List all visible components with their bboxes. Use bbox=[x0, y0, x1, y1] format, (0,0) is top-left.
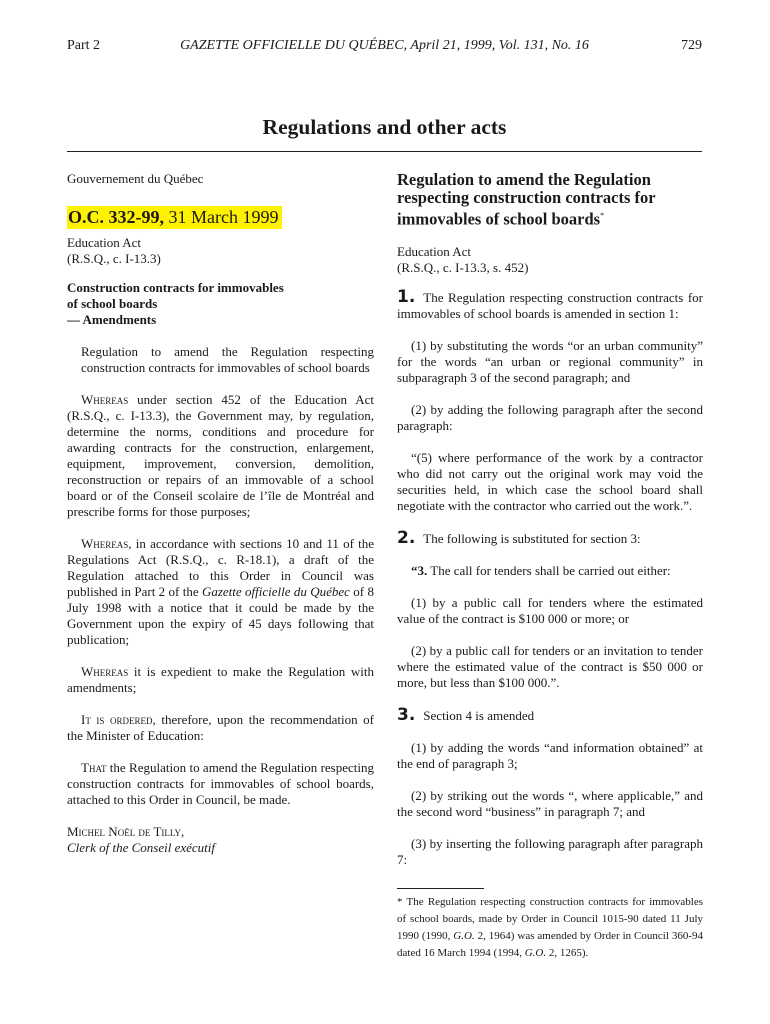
whereas-lead: Whereas bbox=[81, 392, 129, 407]
act-reference-right bbox=[397, 244, 703, 276]
article-2-paragraph-1: (1) by a public call for tenders where the estimated value of the contract is $100 000 or more; or bbox=[397, 594, 703, 626]
quoted-section-text: The call for tenders shall be carried out either: bbox=[427, 562, 671, 578]
article-3 bbox=[397, 704, 703, 725]
page-header bbox=[67, 38, 702, 58]
ordered-paragraph bbox=[67, 712, 374, 744]
that-text: the Regulation to amend the Regulation respecting construction contracts for immovables of school boards, attached to this Order in Council, be made. bbox=[67, 760, 374, 807]
regulation-title-text: Regulation to amend the Regulation respecting construction contracts for immovables of school boards bbox=[397, 170, 656, 229]
act-name: Education Act bbox=[397, 243, 472, 259]
article-1-quoted-paragraph: “(5) where performance of the work by a contractor who did not carry out the original work may void the securities held, in which case the school board shall negotiate with the contractor who carried out the work.”. bbox=[397, 449, 703, 513]
subject-line-1: Construction contracts for immovables bbox=[67, 280, 284, 295]
footnote-text: The Regulation respecting construction contracts for immovables of school boards, made by Order in Council 1015-90 dated 11 July 1990 (1990, bbox=[397, 896, 703, 942]
signature-block bbox=[67, 824, 374, 856]
whereas-paragraph-2 bbox=[67, 536, 374, 648]
article-2-paragraph-2: (2) by a public call for tenders or an invitation to tender where the estimated value of the contract is $50 000 or more, but less than $100 000.”. bbox=[397, 642, 703, 690]
footnote-mark: * bbox=[397, 896, 403, 908]
oc-date: 31 March 1999 bbox=[164, 207, 279, 227]
whereas-text: it is expedient to make the Regulation with amendments; bbox=[67, 664, 374, 695]
act-reference bbox=[67, 235, 374, 267]
whereas-lead: Whereas bbox=[81, 536, 129, 551]
whereas-text-end: of 8 July 1998 with a notice that it could be made by the Government upon the expiry of 45 days following that publication; bbox=[67, 584, 374, 647]
footnote bbox=[397, 894, 703, 962]
article-2 bbox=[397, 527, 703, 548]
article-text: The Regulation respecting construction contracts for immovables of school boards is amended in section 1: bbox=[397, 289, 703, 321]
article-1-paragraph-2: (2) by adding the following paragraph after the second paragraph: bbox=[397, 401, 703, 433]
article-3-paragraph-3: (3) by inserting the following paragraph after paragraph 7: bbox=[397, 835, 703, 867]
that-lead: That bbox=[81, 760, 107, 775]
whereas-paragraph-1 bbox=[67, 392, 374, 520]
whereas-lead: Whereas bbox=[81, 664, 129, 679]
quoted-section-number: “3. bbox=[411, 562, 428, 578]
regulation-title bbox=[397, 171, 703, 229]
section-title: Regulations and other acts bbox=[262, 115, 507, 139]
whereas-paragraph-3 bbox=[67, 664, 374, 696]
ordered-text: , therefore, upon the recommendation of the Minister of Education: bbox=[67, 712, 374, 743]
article-text: Section 4 is amended bbox=[423, 707, 535, 723]
subject-line-2: of school boards bbox=[67, 296, 158, 311]
article-number: 3. bbox=[397, 704, 416, 725]
part-label: Part 2 bbox=[67, 38, 101, 53]
right-column bbox=[397, 171, 703, 884]
article-1 bbox=[397, 286, 703, 322]
signatory-title: Clerk of the Conseil exécutif bbox=[67, 840, 216, 855]
footnote-text-3: 2, 1265). bbox=[546, 947, 589, 959]
ordered-lead: It is ordered bbox=[81, 712, 153, 727]
regulation-summary: Regulation to amend the Regulation respecting construction contracts for immovables of school boards bbox=[81, 344, 374, 375]
signatory-name: Michel Noël de Tilly, bbox=[67, 824, 185, 839]
article-1-paragraph-1: (1) by substituting the words “or an urban community” for the words “an urban or regional community” in subparagraph 3 of the second paragraph; and bbox=[397, 337, 703, 385]
footnote-reference: * bbox=[600, 211, 605, 220]
gazette-italic: Gazette officielle du Québec bbox=[201, 584, 350, 599]
title-rule bbox=[67, 151, 702, 152]
oc-number: O.C. 332-99, bbox=[68, 207, 164, 227]
whereas-text: under section 452 of the Education Act (R.S.Q., c. I-13.3), the Government may, by regulation, determine the norms, conditions and procedure for awarding contracts for the construction, enlargement, equipment, improvement, conversion, demolition, reconstruction or repairs of an immovable of a school board or of the Conseil scolaire de l’île de Montréal and prescribe forms for those purposes; bbox=[67, 392, 374, 519]
act-citation: (R.S.Q., c. I-13.3, s. 452) bbox=[397, 259, 529, 275]
government-label: Gouvernement du Québec bbox=[67, 171, 204, 186]
footnote-text-2: 2, 1964) was amended by Order in Council 360-94 dated 16 March 1994 (1994, bbox=[397, 930, 703, 959]
act-name: Education Act bbox=[67, 235, 142, 250]
article-3-paragraph-1: (1) by adding the words “and information obtained” at the end of paragraph 3; bbox=[397, 739, 703, 771]
article-number: 1. bbox=[397, 286, 416, 307]
subject-line-3: — Amendments bbox=[67, 312, 157, 327]
subject-heading bbox=[67, 280, 374, 328]
gazette-abbrev: G.O. bbox=[524, 947, 547, 959]
whereas-text: , in accordance with sections 10 and 11 of the Regulations Act (R.S.Q., c. R-18.1), a draft of the Regulation attached to this Order in Council was published in Part 2 of the bbox=[67, 536, 374, 599]
article-3-paragraph-2: (2) by striking out the words “, where applicable,” and the second word “business” in paragraph 7; and bbox=[397, 787, 703, 819]
order-in-council-highlight bbox=[67, 206, 282, 229]
footnote-rule bbox=[397, 888, 484, 889]
that-paragraph bbox=[67, 760, 374, 808]
gazette-abbrev: G.O. bbox=[453, 930, 475, 942]
article-2-quoted-section bbox=[397, 563, 703, 579]
article-text: The following is substituted for section 3: bbox=[423, 530, 641, 546]
left-column bbox=[67, 171, 374, 856]
page-number: 729 bbox=[681, 38, 702, 53]
act-citation: (R.S.Q., c. I-13.3) bbox=[67, 251, 161, 266]
gazette-title: GAZETTE OFFICIELLE DU QUÉBEC, April 21, 1999, Vol. 131, No. 16 bbox=[180, 38, 589, 53]
article-number: 2. bbox=[397, 527, 416, 548]
